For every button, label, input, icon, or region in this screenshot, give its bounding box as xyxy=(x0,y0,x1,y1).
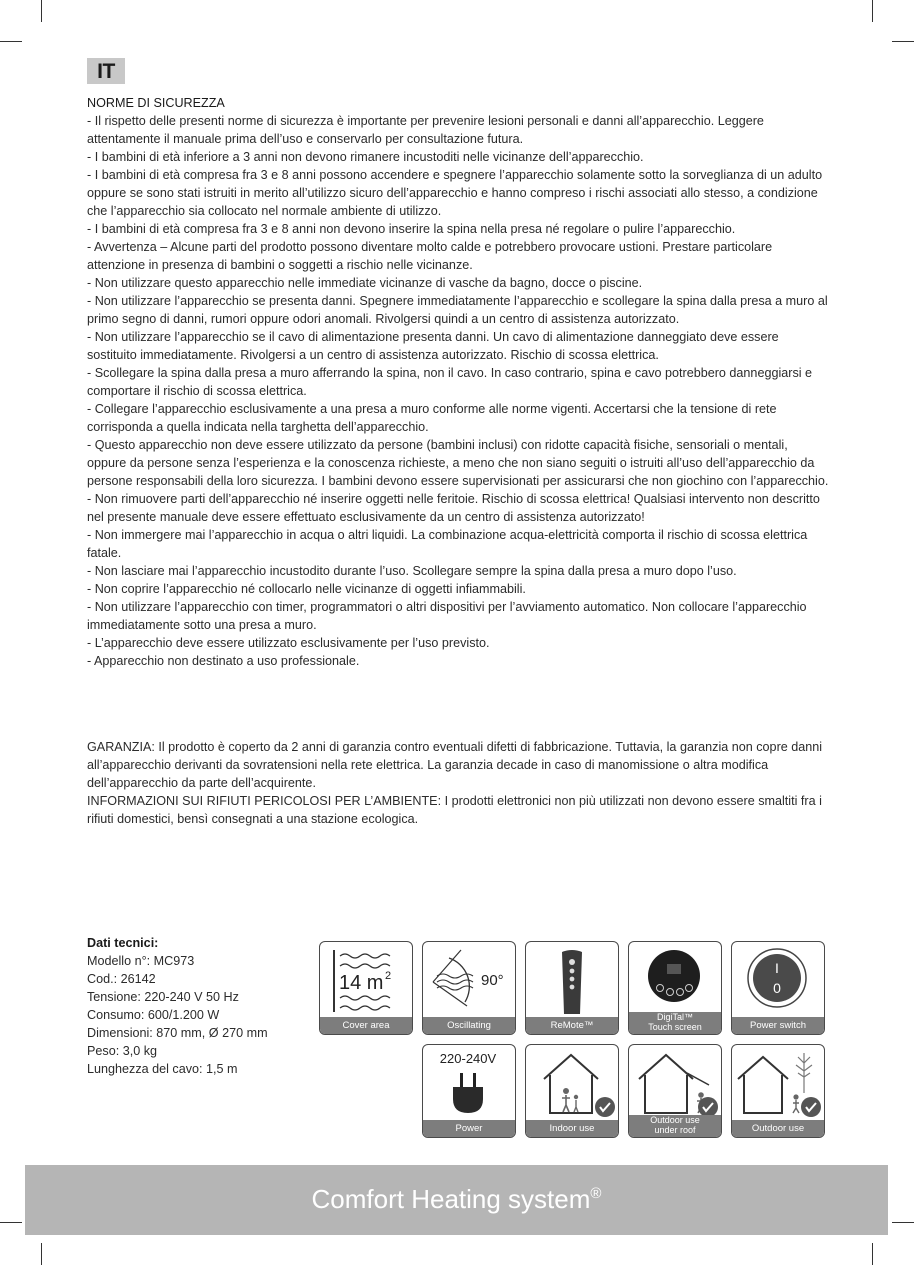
safety-paragraph: - Collegare l’apparecchio esclusivamente a una presa a muro conforme alle norme vigenti. Accertarsi che la tensione di rete corrisponda a quella indicata nella targhetta dell’apparecchio. xyxy=(87,402,777,434)
safety-paragraph: - Scollegare la spina dalla presa a muro afferrando la spina, non il cavo. In caso contrario, spina e cavo potrebbero danneggiarsi e comportare il rischio di scossa elettrica. xyxy=(87,366,813,398)
safety-paragraph: - Questo apparecchio non deve essere utilizzato da persone (bambini inclusi) con ridotte capacità fisiche, sensoriali o mentali, oppure da persone senza l’esperienza e la conoscenza richieste, a meno che non siano seguiti o istruiti all’uso dell’apparecchio da persone responsabili della loro sicurezza. I bambini devono essere supervisionati per assicurarsi che non giochino con l’apparecchio. xyxy=(87,438,829,488)
waste-info-text: INFORMAZIONI SUI RIFIUTI PERICOLOSI PER L’AMBIENTE: I prodotti elettronici non più utilizzati non devono essere smaltiti fra i rifiuti domestici, bensì consegnati a una stazione ecologica. xyxy=(87,794,822,826)
remote-control-icon xyxy=(526,942,617,1016)
crop-mark xyxy=(41,1243,42,1265)
indoor-use-icon xyxy=(526,1045,617,1119)
digital-tile xyxy=(628,941,722,1035)
cover-area-icon xyxy=(320,942,411,1016)
safety-paragraph: - Non utilizzare questo apparecchio nelle immediate vicinanze di vasche da bagno, docce o piscine. xyxy=(87,276,643,290)
safety-paragraph: - I bambini di età compresa fra 3 e 8 anni non devono inserire la spina nella presa né regolare o pulire l’apparecchio. xyxy=(87,222,736,236)
safety-paragraph: - Avvertenza – Alcune parti del prodotto possono diventare molto calde e potrebbero provocare ustioni. Prestare particolare attenzione in presenza di bambini o soggetti a rischio nelle vicinanze. xyxy=(87,240,773,272)
spec-line: Tensione: 220-240 V 50 Hz xyxy=(87,990,239,1004)
oscillation-angle: 90° xyxy=(481,972,504,989)
oscillation-icon xyxy=(423,942,514,1016)
safety-paragraph: - L’apparecchio deve essere utilizzato esclusivamente per l’uso previsto. xyxy=(87,636,490,650)
safety-paragraph: - Non utilizzare l’apparecchio con timer, programmatori o altri dispositivi per l’avviamento automatico. Non collocare l’apparecchio immediatamente sotto una presa a muro. xyxy=(87,600,807,632)
cover-area-tile xyxy=(319,941,413,1035)
warranty-section xyxy=(87,738,829,828)
safety-paragraph: - Non utilizzare l’apparecchio se presenta danni. Spegnere immediatamente l’apparecchio e scollegare la spina dalla presa a muro al primo segno di danni, rumori oppure odori anomali. Rivolgersi quindi a un centro di assistenza autorizzato. xyxy=(87,294,828,326)
safety-paragraph: - Non coprire l’apparecchio né collocarlo nelle vicinanze di oggetti infiammabili. xyxy=(87,582,526,596)
safety-section xyxy=(87,94,829,670)
safety-paragraph: - I bambini di età compresa fra 3 e 8 anni possono accendere e spegnere l’apparecchio solamente sotto la sorveglianza di un adulto oppure se sono stati istruiti in merito all’utilizzo sicuro dell’apparecchio e hanno compreso i rischi associati allo stesso, a condizione che l’apparecchio sia collocato nel normale ambiente di utilizzo. xyxy=(87,168,823,218)
footer-banner xyxy=(25,1165,888,1235)
safety-title: NORME DI SICUREZZA xyxy=(87,96,225,110)
spec-line: Lunghezza del cavo: 1,5 m xyxy=(87,1062,238,1076)
indoor-caption: Indoor use xyxy=(526,1120,618,1137)
power-switch-tile xyxy=(731,941,825,1035)
digital-caption xyxy=(629,1012,721,1034)
spec-line: Cod.: 26142 xyxy=(87,972,156,986)
crop-mark xyxy=(0,1222,22,1223)
oscillating-tile xyxy=(422,941,516,1035)
power-caption: Power xyxy=(423,1120,515,1137)
digital-caption-line1: DigiTal™ xyxy=(656,1012,693,1022)
safety-paragraph: - Non rimuovere parti dell’apparecchio né inserire oggetti nelle feritoie. Rischio di scossa elettrica! Qualsiasi intervento non descritto nel presente manuale deve essere effettuato esclusivamente da un centro di assistenza autorizzato! xyxy=(87,492,820,524)
safety-paragraph: - Il rispetto delle presenti norme di sicurezza è importante per prevenire lesioni personali e danni all’apparecchio. Leggere attentamente il manuale prima dell’uso e conservarlo per consultazione futura. xyxy=(87,114,764,146)
outdoor-under-roof-icon xyxy=(629,1045,720,1119)
safety-paragraph: - Apparecchio non destinato a uso professionale. xyxy=(87,654,360,668)
warranty-text: GARANZIA: Il prodotto è coperto da 2 anni di garanzia contro eventuali difetti di fabbricazione. Tuttavia, la garanzia non copre danni all’apparecchio derivanti da sovratensioni nella rete elettrica. La garanzia decade in caso di manomissione o altra modifica dell’apparecchio da parte dell’acquirente. xyxy=(87,740,823,790)
remote-tile xyxy=(525,941,619,1035)
touch-screen-icon xyxy=(629,942,720,1016)
safety-paragraph: - Non utilizzare l’apparecchio se il cavo di alimentazione presenta danni. Un cavo di alimentazione danneggiato deve essere sostituito immediatamente. Rivolgersi a un centro di assistenza autorizzato. Rischio di scossa elettrica. xyxy=(87,330,779,362)
safety-paragraph: - Non immergere mai l’apparecchio in acqua o altri liquidi. La combinazione acqua-elettricità comporta il rischio di scossa elettrica fatale. xyxy=(87,528,808,560)
power-tile xyxy=(422,1044,516,1138)
switch-on-label: I xyxy=(775,960,779,976)
crop-mark xyxy=(0,41,22,42)
cover-area-caption: Cover area xyxy=(320,1017,412,1034)
crop-mark xyxy=(892,1222,914,1223)
registered-mark: ® xyxy=(590,1185,602,1202)
switch-off-label: 0 xyxy=(773,980,781,996)
crop-mark xyxy=(872,0,873,22)
language-badge: IT xyxy=(87,58,125,84)
spec-line: Dimensioni: 870 mm, Ø 270 mm xyxy=(87,1026,268,1040)
power-switch-caption: Power switch xyxy=(732,1017,824,1034)
outdoor-roof-caption-line2: under roof xyxy=(654,1124,696,1135)
cover-area-value: 14 m xyxy=(339,972,384,994)
cover-area-unit: 2 xyxy=(385,970,392,982)
technical-specs xyxy=(87,934,307,1078)
oscillating-caption: Oscillating xyxy=(423,1017,515,1034)
plug-icon xyxy=(423,1045,514,1119)
outdoor-use-icon xyxy=(732,1045,823,1119)
remote-caption: ReMote™ xyxy=(526,1017,618,1034)
outdoor-tile xyxy=(731,1044,825,1138)
crop-mark xyxy=(41,0,42,22)
spec-line: Peso: 3,0 kg xyxy=(87,1044,158,1058)
crop-mark xyxy=(892,41,914,42)
outdoor-roof-caption xyxy=(629,1115,721,1137)
digital-caption-line2: Touch screen xyxy=(648,1021,702,1032)
specs-title: Dati tecnici: xyxy=(87,936,159,950)
spec-line: Consumo: 600/1.200 W xyxy=(87,1008,220,1022)
power-switch-icon xyxy=(732,942,823,1016)
indoor-tile xyxy=(525,1044,619,1138)
safety-paragraph: - I bambini di età inferiore a 3 anni non devono rimanere incustoditi nelle vicinanze dell’apparecchio. xyxy=(87,150,644,164)
safety-paragraph: - Non lasciare mai l’apparecchio incustodito durante l’uso. Scollegare sempre la spina dalla presa a muro dopo l’uso. xyxy=(87,564,737,578)
crop-mark xyxy=(872,1243,873,1265)
outdoor-roof-tile xyxy=(628,1044,722,1138)
power-voltage: 220-240V xyxy=(439,1051,497,1066)
outdoor-roof-caption-line1: Outdoor use xyxy=(650,1115,700,1125)
outdoor-caption: Outdoor use xyxy=(732,1120,824,1137)
spec-line: Modello n°: MC973 xyxy=(87,954,195,968)
footer-title: Comfort Heating system xyxy=(311,1184,591,1214)
